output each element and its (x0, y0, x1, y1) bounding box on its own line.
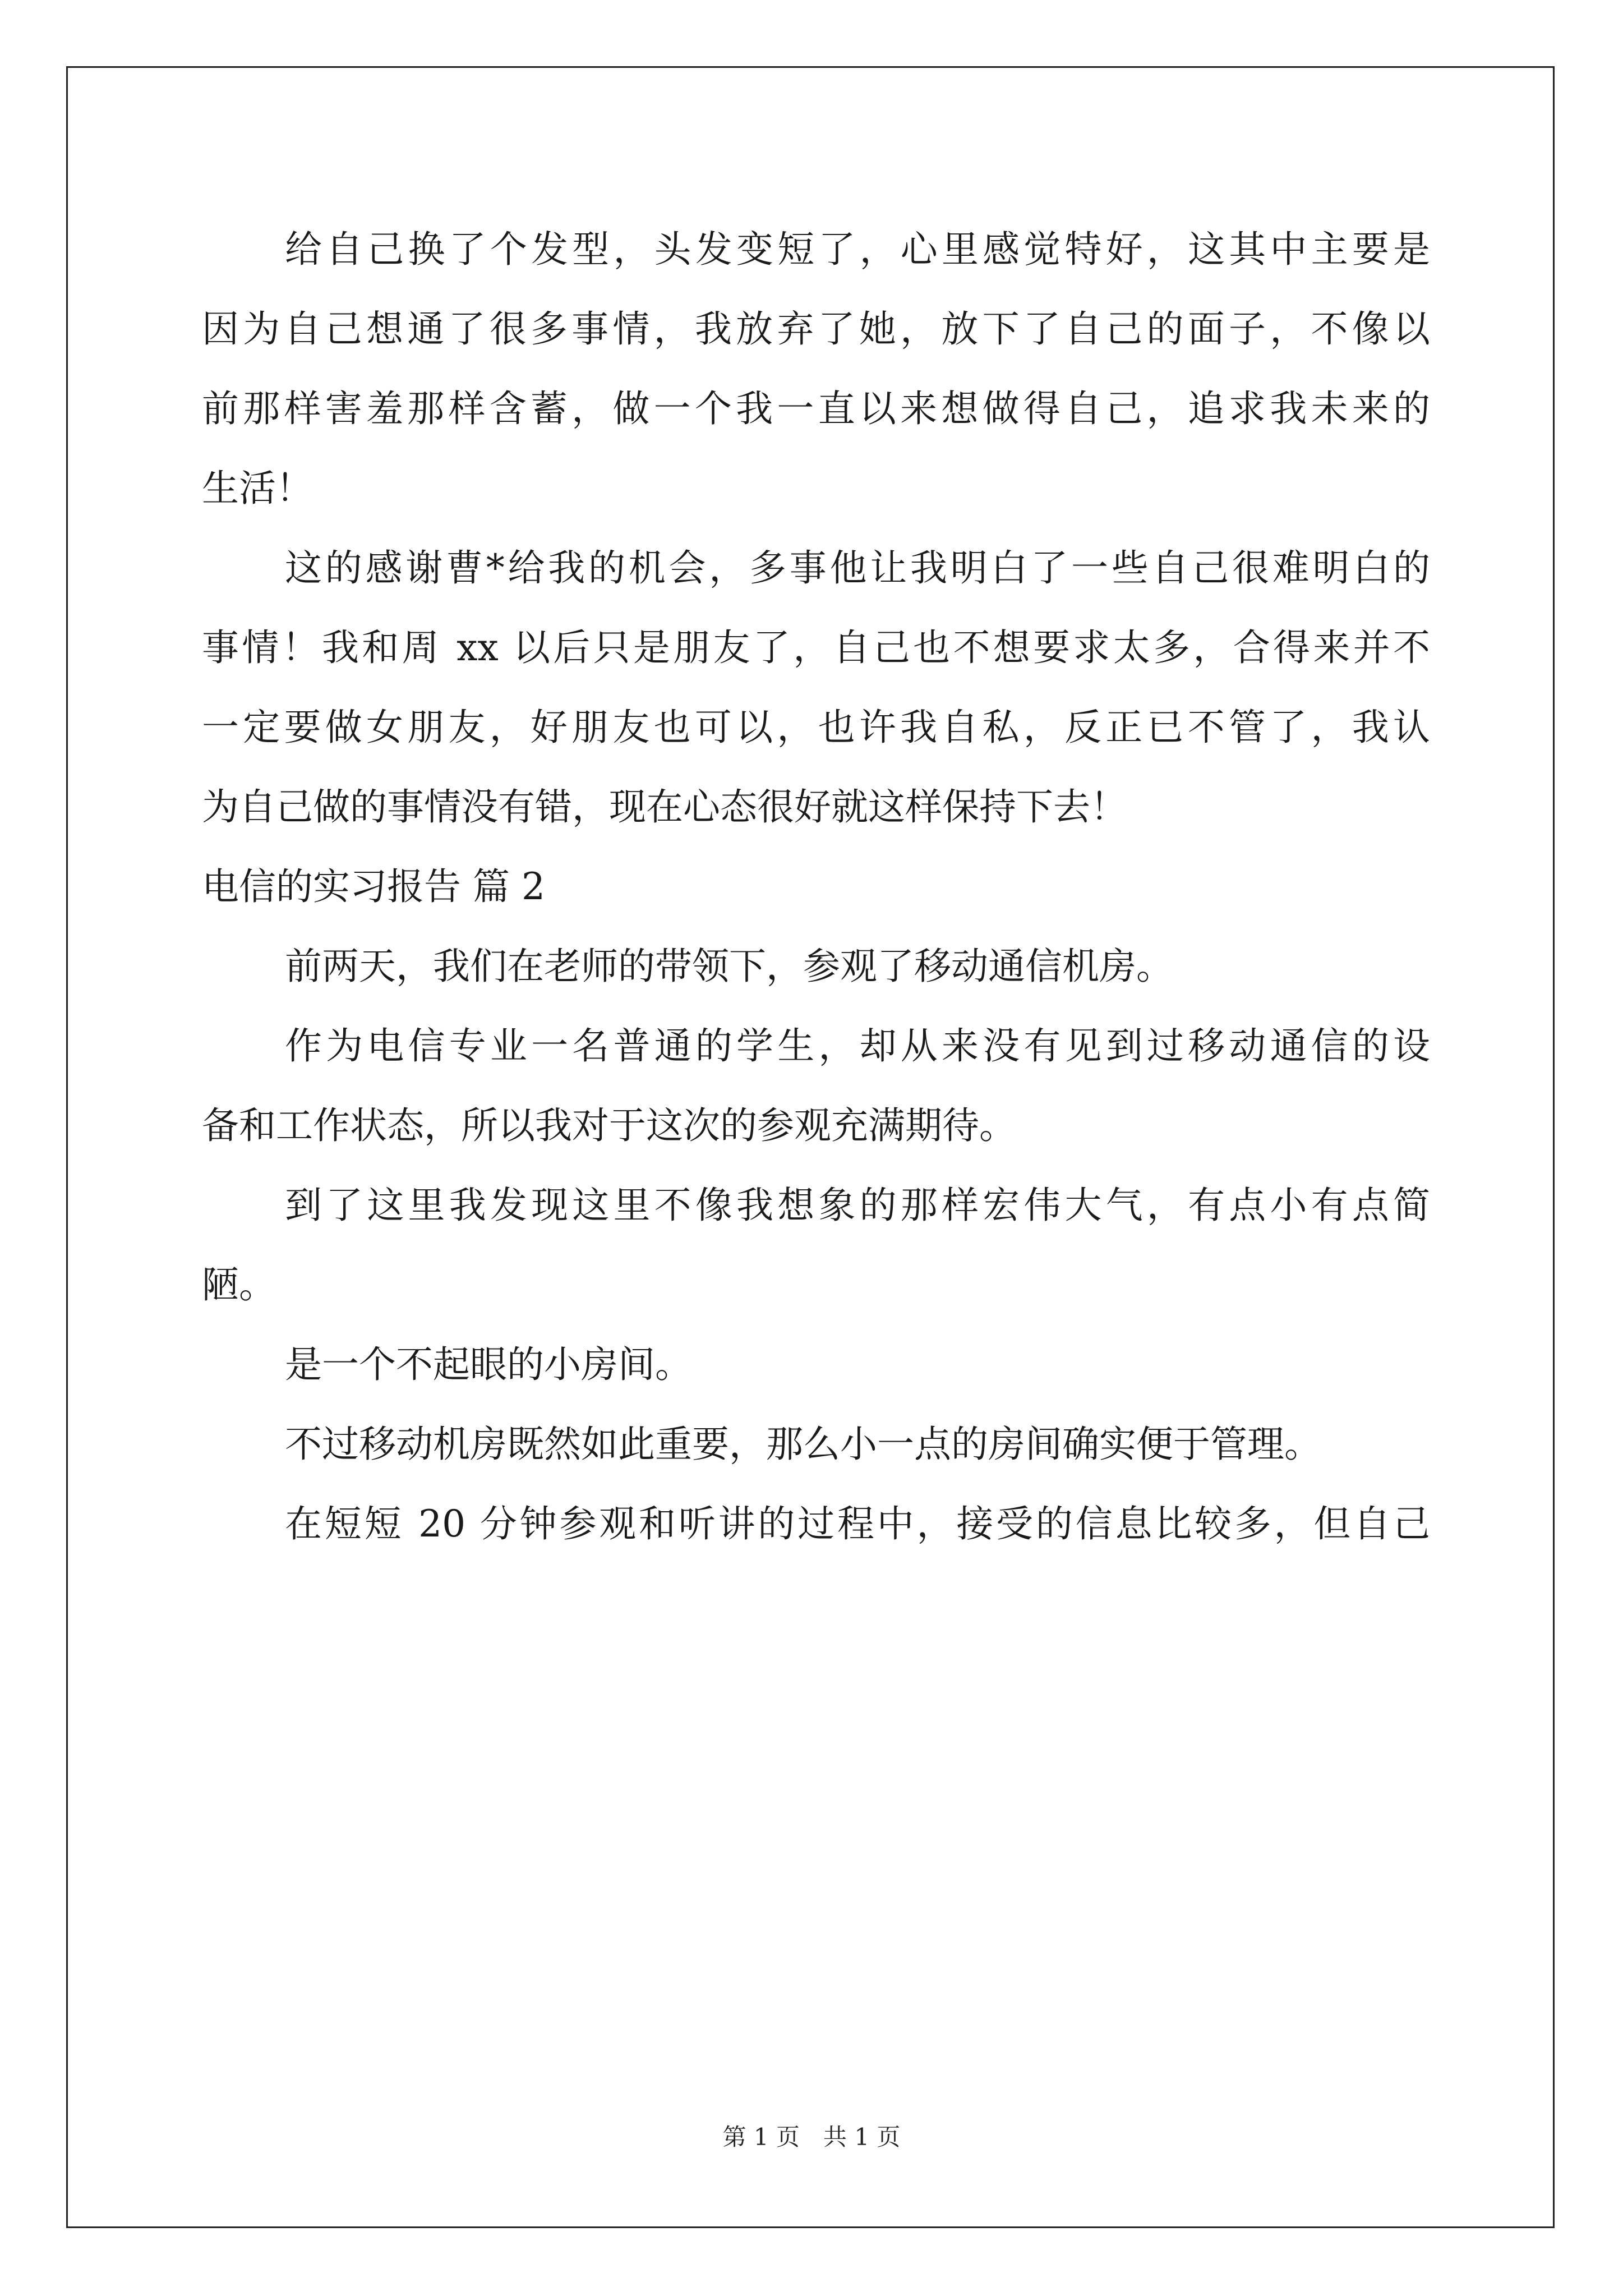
paragraph-line: 一定要做女朋友，好朋友也可以，也许我自私，反正已不管了，我认 (202, 706, 1430, 749)
paragraph-line: 陋。 (202, 1263, 276, 1306)
paragraph-line: 到了这里我发现这里不像我想象的那样宏伟大气，有点小有点简 (285, 1184, 1430, 1227)
paragraph-line: 事情！我和周 xx 以后只是朋友了，自己也不想要求太多，合得来并不 (202, 626, 1430, 669)
paragraph-line: 前两天，我们在老师的带领下，参观了移动通信机房。 (285, 945, 1173, 988)
paragraph-line: 因为自己想通了很多事情，我放弃了她，放下了自己的面子，不像以 (202, 307, 1430, 351)
page-number: 第 1 页 共 1 页 (722, 2123, 901, 2151)
paragraph-line: 这的感谢曹*给我的机会，多事他让我明白了一些自己很难明白的 (285, 546, 1430, 590)
paragraph-line: 作为电信专业一名普通的学生，却从来没有见到过移动通信的设 (285, 1024, 1430, 1068)
paragraph-line: 为自己做的事情没有错，现在心态很好就这样保持下去！ (202, 785, 1127, 829)
paragraph-line: 在短短 20 分钟参观和听讲的过程中，接受的信息比较多，但自己 (285, 1502, 1430, 1545)
paragraph-line: 不过移动机房既然如此重要，那么小一点的房间确实便于管理。 (285, 1423, 1321, 1466)
paragraph-line: 生活！ (202, 467, 313, 510)
paragraph-line: 前那样害羞那样含蓄，做一个我一直以来想做得自己，追求我未来的 (202, 387, 1430, 430)
paragraph-line: 给自己换了个发型，头发变短了，心里感觉特好，这其中主要是 (285, 228, 1430, 271)
paragraph-line: 是一个不起眼的小房间。 (285, 1343, 692, 1386)
section-heading: 电信的实习报告 篇 2 (202, 865, 545, 908)
paragraph-line: 备和工作状态，所以我对于这次的参观充满期待。 (202, 1104, 1016, 1147)
